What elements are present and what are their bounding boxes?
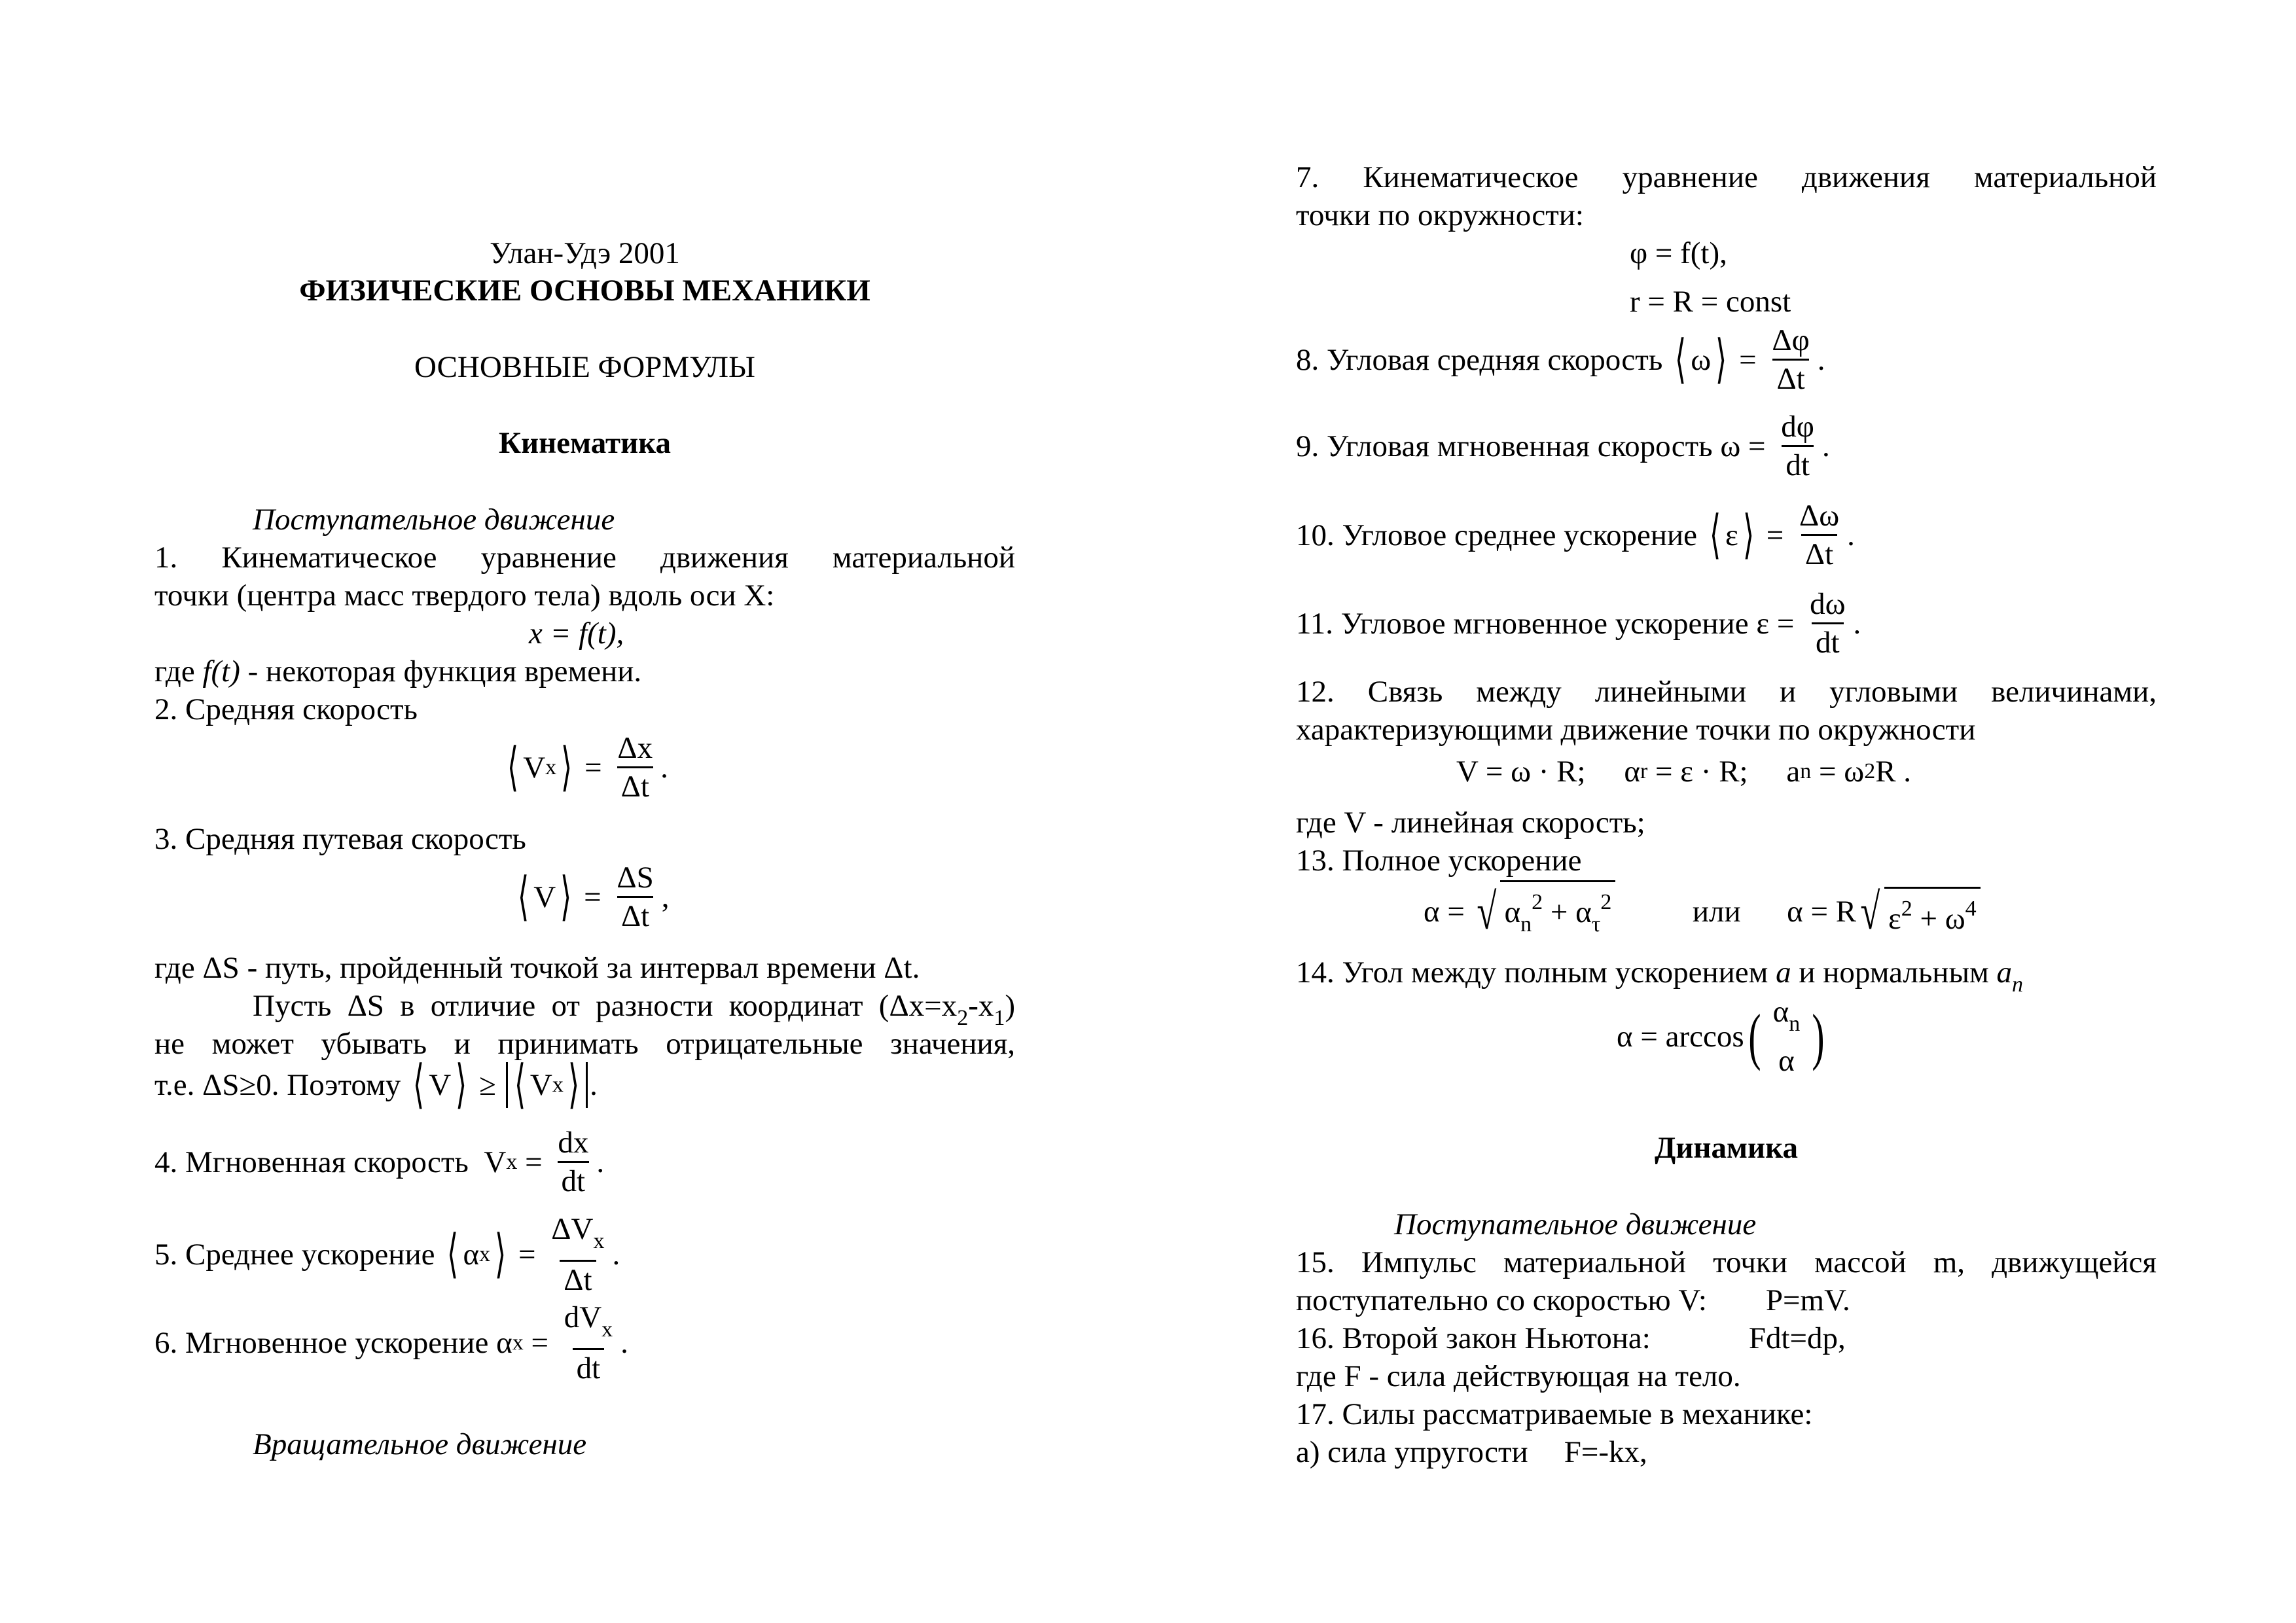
item-14-text: 14. Угол между полным ускорением a и нормальным $a_n$ xyxy=(1296,955,2024,997)
item-12-formula: V = ω · R; α r = ε · R; a n = ω 2 R . xyxy=(1456,755,1912,789)
document-subtitle: ОСНОВНЫЕ ФОРМУЛЫ xyxy=(414,350,755,384)
item-15-line-2: поступательно со скоростью V: P=mV. xyxy=(1296,1283,1850,1317)
item-9: 9. Угловая мгновенная скорость ω = $\frac{d\varphi}{dt}$ . xyxy=(1296,410,1830,482)
item-10: 10. Угловое среднее ускорение ⟨ ε ⟩ = $\frac{\Delta\omega}{\Delta t}$ . xyxy=(1296,499,1855,571)
item-1-line-2: точки (центра масс твердого тела) вдоль оси X: xyxy=(154,579,775,613)
item-2-formula: ⟨ V x ⟩ = $\frac{\Delta x}{\Delta t}$ . xyxy=(507,731,668,804)
item-17a: а) сила упругости F=-kx, xyxy=(1296,1435,1647,1469)
item-14-formula: α = arccos ( $\alpha_n$ α ) xyxy=(1617,995,1825,1078)
item-1-formula: x = f(t), xyxy=(529,616,624,651)
section-dynamics: Динамика xyxy=(1655,1131,1798,1165)
item-3-where: где ΔS - путь, пройденный точкой за интервал времени Δt. xyxy=(154,951,920,985)
item-13-text: 13. Полное ускорение xyxy=(1296,844,1582,878)
item-8: 8. Угловая средняя скорость ⟨ ω ⟩ = $\frac{\Delta\varphi}{\Delta t}$ . xyxy=(1296,323,1825,396)
item-3-formula: ⟨ V ⟩ = $\frac{\Delta S}{\Delta t}$ , xyxy=(518,861,670,933)
item-3-note-line-2: не может убывать и принимать отрицательные значения, xyxy=(154,1027,1015,1061)
item-6: 6. Мгновенное ускорение α x = $\frac{dV_x}{dt}$ . xyxy=(154,1300,628,1385)
subsection-rotational: Вращательное движение xyxy=(253,1427,587,1461)
item-1-line-1: 1. Кинематическое уравнение движения материальной xyxy=(154,541,1015,575)
item-12-line-2: характеризующими движение точки по окружности xyxy=(1296,713,1976,747)
item-16: 16. Второй закон Ньютона: Fdt=dp, xyxy=(1296,1321,1846,1355)
item-7-line-2: точки по окружности: xyxy=(1296,198,1584,232)
item-3-note-line-1: Пусть ΔS в отличие от разности координат $(\Delta x=x_2-x_1)$ xyxy=(253,989,1015,1030)
section-kinematics: Кинематика xyxy=(498,426,672,460)
subsection-translational-2: Поступательное движение xyxy=(1394,1207,1757,1241)
item-16-where: где F - сила действующая на тело. xyxy=(1296,1359,1741,1393)
subsection-translational: Поступательное движение xyxy=(253,503,615,537)
item-17: 17. Силы рассматриваемые в механике: xyxy=(1296,1397,1813,1431)
item-3-text: 3. Средняя путевая скорость xyxy=(154,822,526,856)
item-11: 11. Угловое мгновенное ускорение ε = $\frac{d\omega}{dt}$ . xyxy=(1296,587,1861,660)
item-7-formula-2: r = R = const xyxy=(1630,285,1791,319)
item-15-line-1: 15. Импульс материальной точки массой m, движущейся xyxy=(1296,1245,2157,1279)
item-1-where: где f(t) - некоторая функция времени. xyxy=(154,654,642,688)
document-title: ФИЗИЧЕСКИЕ ОСНОВЫ МЕХАНИКИ xyxy=(299,274,870,308)
item-12-where: где V - линейная скорость; xyxy=(1296,806,1645,840)
item-12-line-1: 12. Связь между линейными и угловыми величинами, xyxy=(1296,675,2157,709)
item-7-formula-1: φ = f(t), xyxy=(1630,236,1727,270)
item-4: 4. Мгновенная скорость V x = $\frac{dx}{dt}$ . xyxy=(154,1126,605,1198)
item-13-formula: α = √ $\alpha_n^2 + \alpha_\tau^2$ или α = R √ $\varepsilon^2 + \omega^4$ xyxy=(1424,880,1981,942)
item-3-note-line-3: т.е. ΔS≥0. Поэтому ⟨ V ⟩ ≥ ⟨ V x ⟩ . xyxy=(154,1056,598,1114)
item-2-text: 2. Средняя скорость xyxy=(154,692,418,726)
item-5: 5. Среднее ускорение ⟨ α x ⟩ = $\frac{\Delta V_x}{\Delta t}$ . xyxy=(154,1212,620,1297)
city-year: Улан-Удэ 2001 xyxy=(490,236,680,270)
item-7-line-1: 7. Кинематическое уравнение движения материальной xyxy=(1296,160,2157,194)
